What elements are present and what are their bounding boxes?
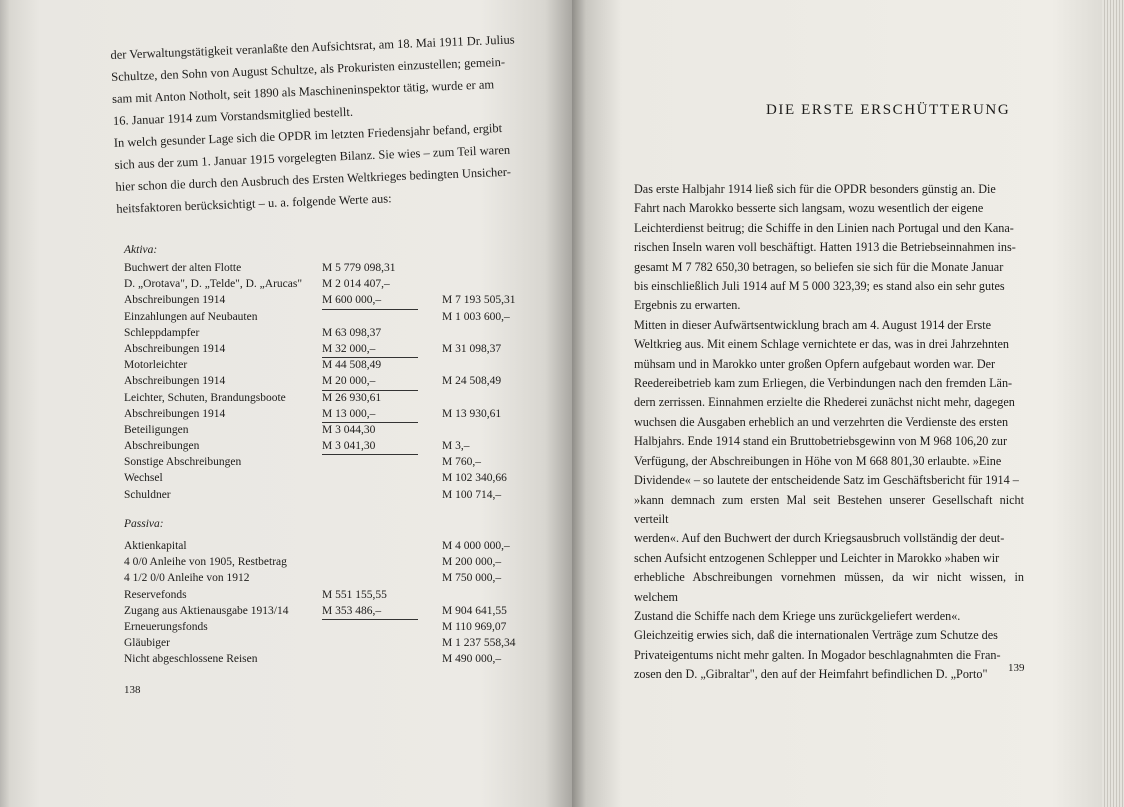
row-amount: M 353 486,– bbox=[322, 603, 418, 620]
text-line: Verfügung, der Abschreibungen in Höhe von M 668 801,30 erlaubte. »Eine bbox=[634, 453, 1002, 468]
text-line: In welch gesunder Lage sich die OPDR im letzten Friedensjahr befand, ergibt bbox=[113, 121, 503, 150]
row-total: M 3,– bbox=[442, 440, 470, 453]
page-number-right: 139 bbox=[1008, 662, 1025, 674]
balance-row bbox=[124, 422, 534, 438]
row-label: Motorleichter bbox=[124, 359, 188, 372]
passiva-table bbox=[124, 514, 534, 668]
row-label: Leichter, Schuten, Brandungsboote bbox=[124, 391, 286, 404]
row-amount: M 13 000,– bbox=[322, 406, 418, 423]
text-line: schen Aufsicht entzogenen Schlepper und Leichter in Marokko »haben wir bbox=[634, 550, 1000, 565]
balance-row bbox=[124, 603, 534, 619]
row-label: Abschreibungen bbox=[124, 440, 200, 453]
row-label: Abschreibungen 1914 bbox=[124, 294, 226, 307]
row-label: Abschreibungen 1914 bbox=[124, 342, 226, 355]
row-label: Nicht abgeschlossene Reisen bbox=[124, 653, 258, 666]
row-total: M 1 237 558,34 bbox=[442, 637, 516, 650]
row-label: Beteiligungen bbox=[124, 423, 189, 436]
text-line: mühsam und in Marokko unter großen Opfern aufgebaut worden war. Der bbox=[634, 356, 996, 371]
row-label: Reservefonds bbox=[124, 588, 187, 601]
chapter-title: DIE ERSTE ERSCHÜTTERUNG bbox=[766, 102, 1011, 118]
row-amount: M 32 000,– bbox=[322, 341, 418, 358]
page-number-left: 138 bbox=[124, 684, 141, 696]
page-edges bbox=[1102, 0, 1124, 807]
row-amount: M 44 508,49 bbox=[322, 359, 382, 372]
row-total: M 1 003 600,– bbox=[442, 310, 510, 323]
row-label: Einzahlungen auf Neubauten bbox=[124, 310, 258, 323]
row-label: Erneuerungsfonds bbox=[124, 620, 208, 633]
balance-row bbox=[124, 651, 534, 667]
balance-row bbox=[124, 292, 534, 308]
row-label: D. „Orotava", D. „Telde", D. „Arucas" bbox=[124, 278, 303, 291]
balance-row bbox=[124, 470, 534, 486]
text-line: der Verwaltungstätigkeit veranlaßte den Aufsichtsrat, am 18. Mai 1911 Dr. Julius bbox=[110, 32, 515, 62]
text-line: werden«. Auf den Buchwert der durch Kriegsausbruch vollständig der deut- bbox=[634, 531, 1005, 546]
row-total: M 750 000,– bbox=[442, 572, 502, 585]
text-line: bis einschließlich Juli 1914 auf M 5 000 323,39; es stand also ein sehr gutes bbox=[634, 279, 1005, 294]
text-line: Weltkrieg aus. Mit einem Schlage vernichtete er das, was in drei Jahrzehnten bbox=[634, 337, 1010, 352]
balance-row bbox=[124, 309, 534, 325]
row-label: Buchwert der alten Flotte bbox=[124, 262, 242, 274]
text-line: zosen den D. „Gibraltar", den auf der Heimfahrt befindlichen D. „Porto" bbox=[634, 667, 988, 682]
row-label: Schuldner bbox=[124, 488, 171, 501]
balance-row bbox=[124, 554, 534, 570]
text-line: Gleichzeitig erwies sich, daß die internationalen Verträge zum Schutze des bbox=[634, 628, 998, 643]
row-amount: M 20 000,– bbox=[322, 373, 418, 390]
row-label: Schleppdampfer bbox=[124, 326, 200, 339]
balance-row bbox=[124, 325, 534, 341]
balance-row bbox=[124, 341, 534, 357]
balance-row bbox=[124, 635, 534, 651]
balance-row bbox=[124, 587, 534, 603]
text-line: sich aus der zum 1. Januar 1915 vorgelegten Bilanz. Sie wies – zum Teil waren bbox=[114, 142, 511, 172]
row-amount: M 551 155,55 bbox=[322, 588, 387, 601]
balance-row bbox=[124, 619, 534, 635]
balance-row bbox=[124, 487, 534, 503]
row-label: Sonstige Abschreibungen bbox=[124, 456, 242, 469]
row-label: Abschreibungen 1914 bbox=[124, 375, 226, 388]
text-line: Dividende« – so lautete der entscheidende Satz im Geschäftsbericht für 1914 – bbox=[634, 473, 1019, 488]
row-amount: M 5 779 098,31 bbox=[322, 262, 396, 274]
text-line: Ergebnis zu erwarten. bbox=[634, 298, 741, 313]
row-label: Gläubiger bbox=[124, 637, 170, 650]
passiva-heading: Passiva: bbox=[124, 518, 164, 530]
row-total: M 7 193 505,31 bbox=[442, 294, 516, 307]
row-total: M 4 000 000,– bbox=[442, 540, 510, 552]
text-line: Das erste Halbjahr 1914 ließ sich für die OPDR besonders günstig an. Die bbox=[634, 182, 996, 196]
text-line: Reedereibetrieb kam zum Erliegen, die Verbindungen nach den fremden Län- bbox=[634, 376, 1013, 391]
row-total: M 13 930,61 bbox=[442, 407, 502, 420]
row-amount: M 63 098,37 bbox=[322, 326, 382, 339]
text-line: dern zerrissen. Einnahmen erzielte die Rhederei zunächst nicht mehr, dagegen bbox=[634, 395, 1015, 410]
balance-row bbox=[124, 438, 534, 454]
balance-row bbox=[124, 357, 534, 373]
row-amount: M 3 041,30 bbox=[322, 438, 418, 455]
text-line: wuchsen die Ausgaben erheblich an und verzehrten die Verdienste des ersten bbox=[634, 414, 1009, 429]
row-total: M 760,– bbox=[442, 456, 481, 469]
row-label: Aktienkapital bbox=[124, 540, 187, 552]
balance-row bbox=[124, 406, 534, 422]
text-line: hier schon die durch den Ausbruch des Ersten Weltkrieges bedingten Unsicher- bbox=[115, 164, 512, 194]
row-label: Abschreibungen 1914 bbox=[124, 407, 226, 420]
row-total: M 200 000,– bbox=[442, 556, 502, 569]
text-line: erhebliche Abschreibungen vornehmen müssen, da wir nicht wissen, in welchem bbox=[634, 570, 1024, 604]
balance-row bbox=[124, 570, 534, 586]
balance-row bbox=[124, 538, 534, 554]
intro-paragraph bbox=[110, 28, 536, 220]
balance-row bbox=[124, 260, 534, 276]
row-amount: M 600 000,– bbox=[322, 292, 418, 309]
row-label: Zugang aus Aktienausgabe 1913/14 bbox=[124, 604, 289, 617]
chapter-text bbox=[634, 180, 1024, 685]
text-line: heitsfaktoren berücksichtigt – u. a. folgende Werte aus: bbox=[116, 191, 392, 216]
balance-row bbox=[124, 276, 534, 292]
row-total: M 100 714,– bbox=[442, 488, 502, 501]
text-line: »kann demnach zum ersten Mal seit Bestehen unserer Gesellschaft nicht verteilt bbox=[634, 492, 1024, 526]
row-label: 4 0/0 Anleihe von 1905, Restbetrag bbox=[124, 556, 287, 569]
row-amount: M 3 044,30 bbox=[322, 423, 376, 436]
row-total: M 490 000,– bbox=[442, 653, 502, 666]
row-label: 4 1/2 0/0 Anleihe von 1912 bbox=[124, 572, 250, 585]
text-line: Mitten in dieser Aufwärtsentwicklung brach am 4. August 1914 der Erste bbox=[634, 317, 992, 332]
row-label: Wechsel bbox=[124, 472, 163, 485]
row-total: M 31 098,37 bbox=[442, 342, 502, 355]
text-line: gesamt M 7 782 650,30 betragen, so beliefen sie sich für die Monate Januar bbox=[634, 259, 1004, 274]
text-line: 16. Januar 1914 zum Vorstandsmitglied bestellt. bbox=[112, 104, 354, 128]
text-line: sam mit Anton Notholt, seit 1890 als Maschineninspektor tätig, wurde er am bbox=[111, 77, 495, 106]
text-line: Privateigentums nicht mehr galten. In Mogador beschlagnahmten die Fran- bbox=[634, 647, 1001, 662]
row-amount: M 26 930,61 bbox=[322, 391, 382, 404]
aktiva-heading: Aktiva: bbox=[124, 244, 158, 256]
left-page-content bbox=[110, 28, 536, 220]
right-page bbox=[572, 0, 1124, 807]
balance-row bbox=[124, 454, 534, 470]
row-total: M 102 340,66 bbox=[442, 472, 507, 485]
row-total: M 110 969,07 bbox=[442, 620, 507, 633]
row-total: M 24 508,49 bbox=[442, 375, 502, 388]
row-total: M 904 641,55 bbox=[442, 604, 507, 617]
balance-row bbox=[124, 390, 534, 406]
aktiva-table bbox=[124, 240, 534, 503]
balance-row bbox=[124, 373, 534, 389]
text-line: rischen Inseln waren voll beschäftigt. Hatten 1913 die Betriebseinnahmen ins- bbox=[634, 240, 1016, 255]
text-line: Fahrt nach Marokko besserte sich langsam, wozu wesentlich der eigene bbox=[634, 201, 984, 216]
row-amount: M 2 014 407,– bbox=[322, 278, 390, 291]
text-line: Schultze, den Sohn von August Schultze, als Prokuristen einzustellen; gemein- bbox=[110, 54, 506, 84]
text-line: Leichterdienst beitrug; die Schiffe in den Linien nach Portugal und den Kana- bbox=[634, 220, 1014, 235]
text-line: Zustand die Schiffe nach dem Kriege uns zurückgeliefert werden«. bbox=[634, 608, 961, 623]
text-line: Halbjahrs. Ende 1914 stand ein Bruttobetriebsgewinn von M 968 106,20 zur bbox=[634, 434, 1008, 449]
